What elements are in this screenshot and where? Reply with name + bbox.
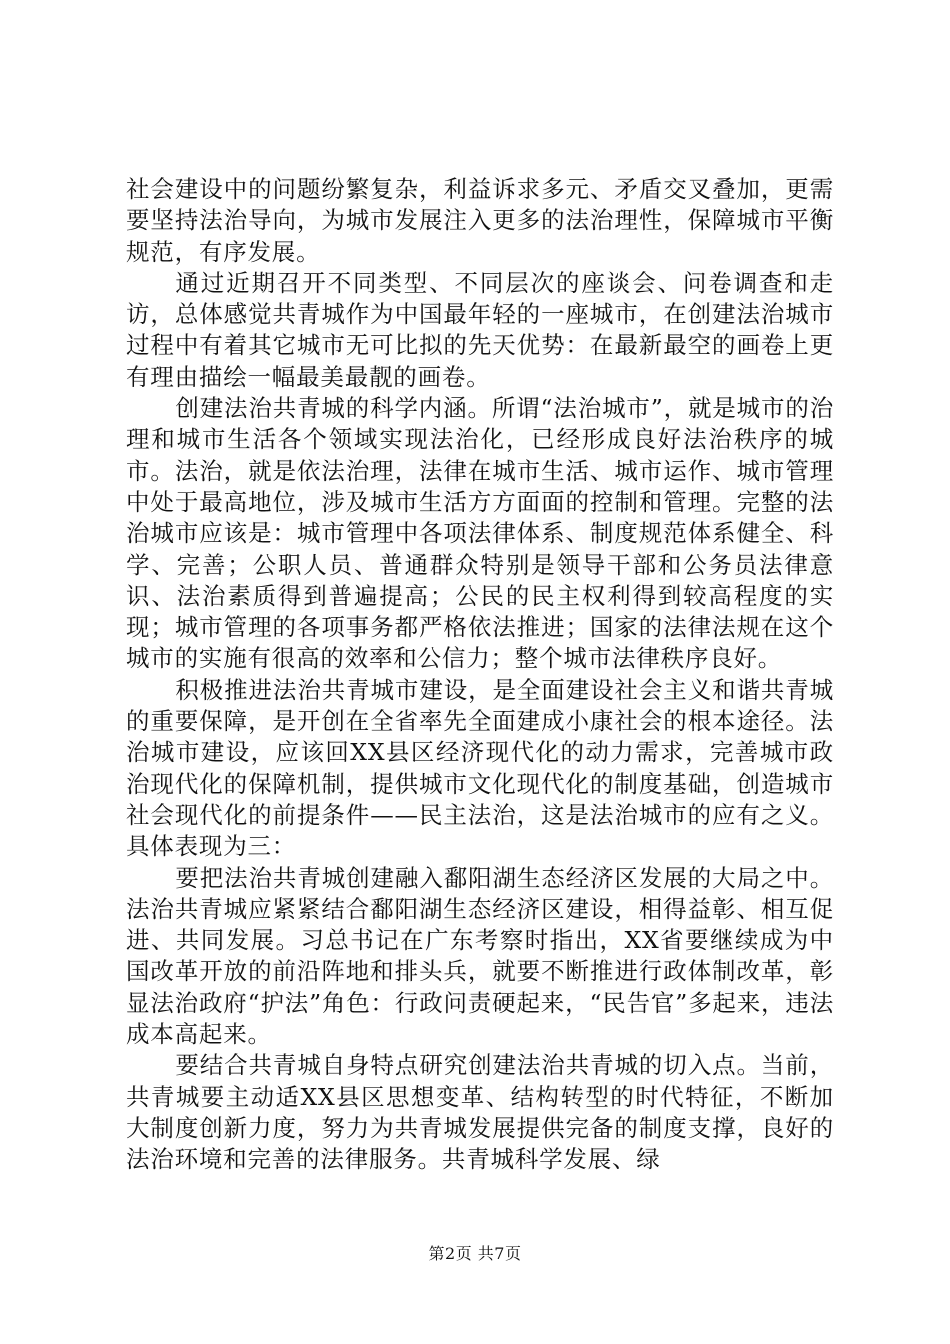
paragraph-4: 积极推进法治共青城市建设，是全面建设社会主义和谐共青城的重要保障，是开创在全省率先全面建成小康社会的根本途径。法治城市建设，应该回XX县区经济现代化的动力需求，完善城市政治现代化的保障机制，提供城市文化现代化的制度基础，创造城市社会现代化的前提条件——民主法治，这是法治城市的应有之义。具体表现为三： [126,675,834,861]
paragraph-2: 通过近期召开不同类型、不同层次的座谈会、问卷调查和走访，总体感觉共青城作为中国最年轻的一座城市，在创建法治城市过程中有着其它城市无可比拟的先天优势：在最新最空的画卷上更有理由描绘一幅最美最靓的画卷。 [126,268,834,391]
document-body [126,174,834,1176]
paragraph-1: 社会建设中的问题纷繁复杂，利益诉求多元、矛盾交叉叠加，更需要坚持法治导向，为城市发展注入更多的法治理性，保障城市平衡规范，有序发展。 [126,175,834,266]
paragraph-6: 要结合共青城自身特点研究创建法治共青城的切入点。当前，共青城要主动适XX县区思想变革、结构转型的时代特征，不断加大制度创新力度，努力为共青城发展提供完备的制度支撑，良好的法治环境和完善的法律服务。共青城科学发展、绿 [126,1051,834,1174]
paragraph-5: 要把法治共青城创建融入鄱阳湖生态经济区发展的大局之中。法治共青城应紧紧结合鄱阳湖生态经济区建设，相得益彰、相互促进、共同发展。习总书记在广东考察时指出，XX省要继续成为中国改革开放的前沿阵地和排头兵，就要不断推进行政体制改革，彰显法治政府“护法”角色：行政问责硬起来，“民告官”多起来，违法成本高起来。 [126,863,834,1049]
paragraph-3: 创建法治共青城的科学内涵。所谓“法治城市”，就是城市的治理和城市生活各个领域实现法治化，已经形成良好法治秩序的城市。法治，就是依法治理，法律在城市生活、城市运作、城市管理中处于最高地位，涉及城市生活方方面面的控制和管理。完整的法治城市应该是：城市管理中各项法律体系、制度规范体系健全、科学、完善；公职人员、普通群众特别是领导干部和公务员法律意识、法治素质得到普遍提高；公民的民主权利得到较高程度的实现；城市管理的各项事务都严格依法推进；国家的法律法规在这个城市的实施有很高的效率和公信力；整个城市法律秩序良好。 [126,394,834,673]
page-footer: 第2页 共7页 [428,1244,522,1263]
